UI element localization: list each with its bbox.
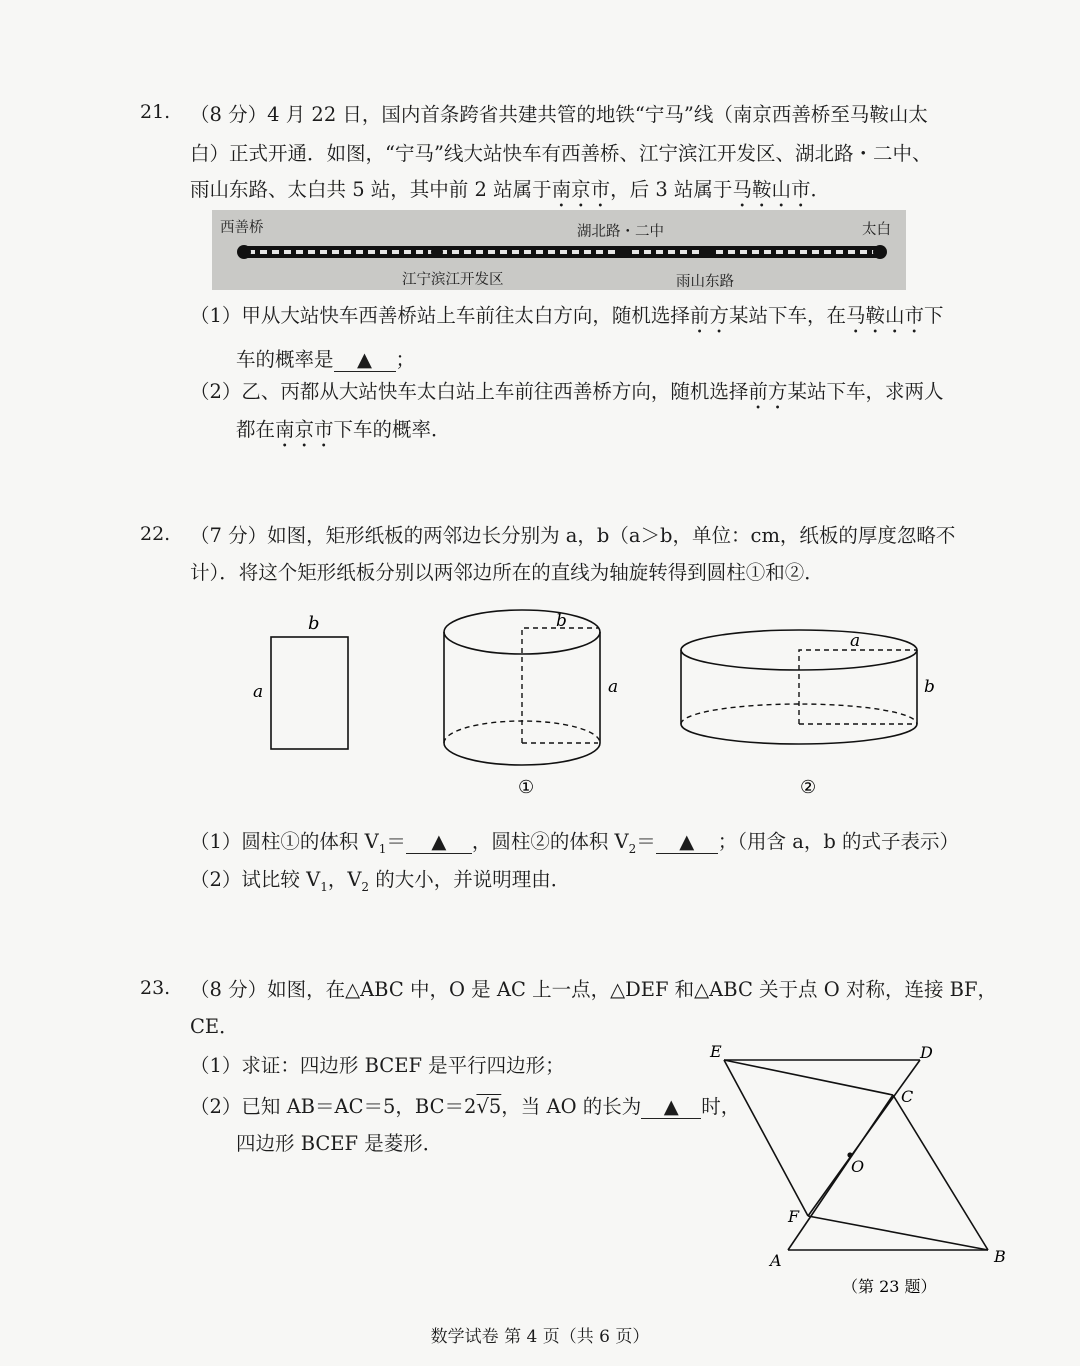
answer-blank[interactable]: ▲ [334,349,396,372]
q21-p1-c: 某站下车，在 [728,304,846,327]
station-marker-taibai [873,245,887,259]
q21-line3-e: ． [810,178,830,201]
q23-p2-a: （2）已知 AB＝AC＝5，BC＝2 [190,1095,477,1118]
q22-number: 22. [140,523,171,545]
answer-blank-v2[interactable]: ▲ [656,831,718,854]
cyl1-label-b: b [556,611,567,631]
q22-p2-sub1: 1 [320,879,328,894]
q22-p2-c: 的大小，并说明理由． [369,868,571,891]
label-a: A [770,1251,782,1270]
q23-number: 23. [140,977,171,999]
q21-p1-maanshan: 马鞍山市 [845,304,924,327]
segment-bc [893,1095,988,1250]
q21-p2-line2-c: 下车的概率． [333,418,451,441]
figure-caption: （第 23 题） [842,1277,937,1296]
station-marker-jiangning [431,246,443,258]
segment-ce [724,1060,893,1095]
station-label-yushandonglu: 雨山东路 [676,274,734,290]
cyl2-bottom-front [681,724,917,744]
q22-p2-sub2: 2 [361,879,370,894]
q21-part1-line2 [236,344,415,372]
cyl1-label-a: a [608,677,619,697]
q22-line1: （7 分）如图，矩形纸板的两邻边长分别为 a，b（a＞b，单位：cm，纸板的厚度忽略不 [190,524,956,547]
q22-p1-d: ＝ [636,830,656,853]
cyl2-label-a: a [850,631,861,651]
rect-label-a: a [253,682,264,702]
cyl1-inner-rect [522,628,598,743]
q22-p2-a: （2）试比较 V [190,868,321,891]
cyl1-caption: ① [518,777,535,798]
q23-p2-sqrt: √5 [476,1095,502,1118]
q22-line2: 计）．将这个矩形纸板分别以两邻边所在的直线为轴旋转得到圆柱①和②． [190,561,824,584]
q21-line1: （8 分）4 月 22 日，国内首条跨省共建共管的地铁“宁马”线（南京西善桥至马鞍山太 [190,103,928,126]
q21-p1-e: 下 [923,304,944,327]
q21-number: 21. [140,101,171,123]
q21-p2-a: （2）乙、丙都从大站快车太白站上车前往西善桥方向，随机选择 [190,380,749,403]
q22-p2-b: ，V [327,868,362,891]
q22-p1-a: （1）圆柱①的体积 V [190,830,379,853]
station-marker-xishanqiao [237,245,251,259]
answer-blank-v1[interactable]: ▲ [406,831,472,854]
q21-part2-line2 [236,414,451,452]
label-f: F [788,1207,800,1226]
q22-p1-c: ，圆柱②的体积 V [471,830,629,853]
rect-label-b: b [308,613,320,634]
q21-line3-a: 雨山东路、太白共 5 站，其中前 2 站属于 [190,178,552,201]
q23-line1: （8 分）如图，在△ABC 中，O 是 AC 上一点，△DEF 和△ABC 关于点 O 对称，连接 BF， [190,978,998,1001]
q23-figure [700,1030,1030,1305]
q22-p1-sub1: 1 [378,841,387,856]
q21-p1-line2-b: ； [395,348,416,371]
q23-part2-line2: 四边形 BCEF 是菱形． [236,1132,443,1155]
q21-nanjing: 南京市 [551,178,611,201]
station-marker-yushandonglu [700,246,712,258]
q22-part2 [190,864,570,894]
station-label-jiangning: 江宁滨江开发区 [402,272,504,288]
q22-p1-b: ＝ [386,830,406,853]
cyl1-bottom-front [444,743,600,765]
label-o: O [851,1157,865,1176]
q23-p2-b: ，当 AO 的长为 [501,1095,642,1118]
q21-p1-line2-a: 车的概率是 [236,348,334,371]
segment-bf [808,1216,988,1250]
q21-line3 [190,174,830,212]
q23-part1: （1）求证：四边形 BCEF 是平行四边形； [190,1054,565,1077]
rectangle-board [271,637,348,749]
station-label-hubeilu: 湖北路・二中 [577,224,664,240]
cyl2-label-b: b [924,677,935,697]
q21-line2: 白）正式开通．如图，“宁马”线大站快车有西善桥、江宁滨江开发区、湖北路・二中、 [190,142,932,165]
label-b: B [994,1247,1006,1266]
answer-blank-ao[interactable]: ▲ [641,1096,701,1119]
q22-figure [240,600,960,810]
cyl2-caption: ② [800,777,817,798]
segment-df [808,1060,920,1216]
label-c: C [901,1087,914,1106]
q21-part1 [190,300,943,338]
station-label-xishanqiao: 西善桥 [220,220,264,236]
q21-part2 [190,376,943,414]
q21-p1-a: （1）甲从大站快车西善桥站上车前往太白方向，随机选择 [190,304,690,327]
subway-line-map [212,210,906,290]
q21-p2-c: 某站下车，求两人 [787,380,944,403]
subway-line-diagram [212,210,906,290]
q21-p1-ahead: 前方 [689,304,729,327]
segment-ef [724,1060,808,1216]
q21-maanshan: 马鞍山市 [732,178,811,201]
label-e: E [710,1042,722,1061]
q21-p2-ahead: 前方 [748,380,788,403]
station-label-taibai: 太白 [862,222,891,238]
q21-line3-c: ，后 3 站属于 [610,178,733,201]
q21-p2-nanjing: 南京市 [275,418,334,441]
label-d: D [920,1043,933,1062]
q23-part2 [190,1091,740,1119]
q22-part1 [190,826,959,856]
q23-line2: CE． [190,1015,239,1038]
q21-p2-line2-a: 都在 [236,418,276,441]
station-marker-hubeilu [618,246,630,258]
q23-p2-c: 时， [701,1095,741,1118]
page-footer: 数学试卷 第 4 页（共 6 页） [430,1327,650,1347]
q22-p1-sub2: 2 [628,841,637,856]
q22-p1-e: ；（用含 a，b 的式子表示） [717,830,960,853]
